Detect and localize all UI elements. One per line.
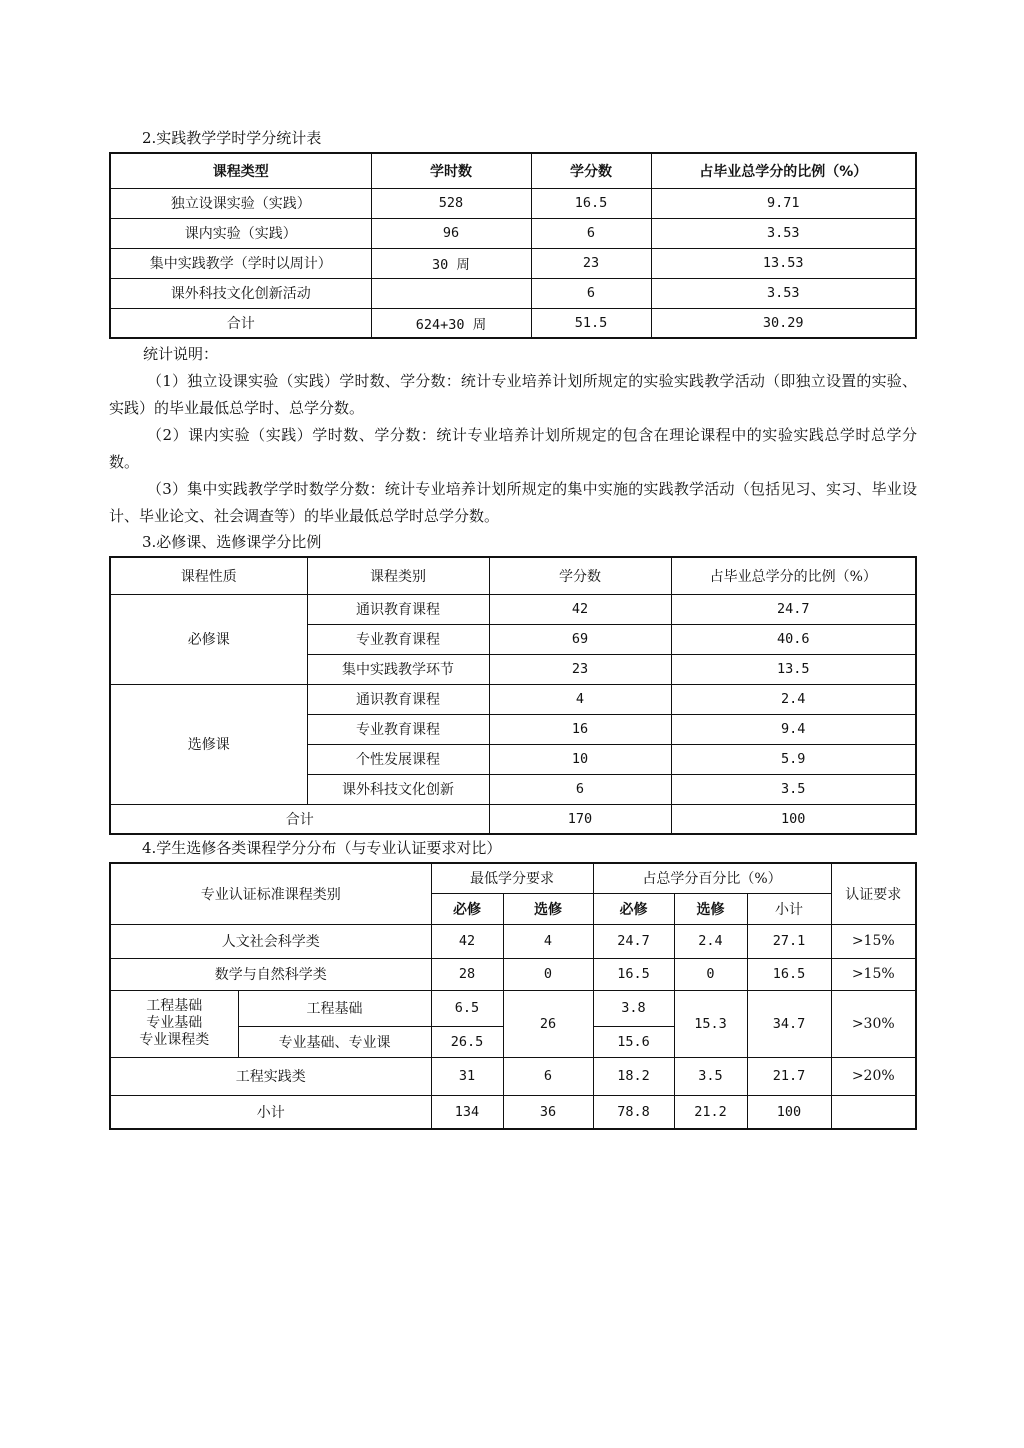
table-cell: 51.5 [531,308,651,338]
table-cell: 40.6 [671,624,916,654]
table-cell: 2.4 [671,684,916,714]
section2-heading: 2.实践教学学时学分统计表 [142,129,322,147]
table-cell [831,1095,916,1129]
practice-credit-table [109,152,917,339]
table-row [110,958,916,990]
section3-heading: 3.必修课、选修课学分比例 [142,533,322,551]
column-header: 课程类型 [110,153,371,188]
certification-comparison-table [109,862,917,1130]
table-cell: 15.3 [674,990,747,1057]
table-cell: 3.5 [674,1057,747,1095]
table-cell: 21.7 [747,1057,831,1095]
table-cell: 课内实验（实践） [110,218,371,248]
table-header-row [110,863,916,893]
notes-label: 统计说明： [143,345,219,363]
table-cell: 13.5 [671,654,916,684]
table-cell: 21.2 [674,1095,747,1129]
column-header: 最低学分要求 [431,863,593,893]
course-nature-cell: 选修课 [110,684,307,804]
table-cell: >20% [831,1057,916,1095]
table-cell: 31 [431,1057,503,1095]
table-cell: 集中实践教学（学时以周计） [110,248,371,278]
table-cell: 16.5 [747,958,831,990]
table-cell: 个性发展课程 [307,744,489,774]
table-row [110,278,916,308]
table-cell: 数学与自然科学类 [110,958,431,990]
column-header: 占总学分百分比（%） [593,863,831,893]
table-cell: 合计 [110,308,371,338]
engineering-group-cell [110,990,238,1057]
table-cell: 36 [503,1095,593,1129]
table-cell: 0 [503,958,593,990]
note-item: （2）课内实验（实践）学时数、学分数：统计专业培养计划所规定的包含在理论课程中的实验实践总学时总学分数。 [109,426,917,471]
table-cell: 42 [431,924,503,958]
table-cell: 30 周 [371,248,531,278]
table-cell: 工程基础 [238,990,431,1026]
table-cell: 6 [531,278,651,308]
table-cell: 528 [371,188,531,218]
table-cell: 69 [489,624,671,654]
table-cell: 小计 [110,1095,431,1129]
table-cell: 13.53 [651,248,916,278]
table-cell: 100 [747,1095,831,1129]
table-cell: 人文社会科学类 [110,924,431,958]
table-cell: 合计 [110,804,489,834]
table-cell: 9.4 [671,714,916,744]
table-cell: 3.8 [593,990,674,1026]
table-cell: 4 [489,684,671,714]
table-cell: 170 [489,804,671,834]
table-cell: 100 [671,804,916,834]
table-total-row [110,804,916,834]
column-header: 专业认证标准课程类别 [110,863,431,924]
table-header-row [110,557,916,594]
table-cell: 5.9 [671,744,916,774]
table-cell: 6.5 [431,990,503,1026]
table-cell: 28 [431,958,503,990]
course-nature-cell: 必修课 [110,594,307,684]
column-header: 必修 [431,893,503,924]
table-cell: 9.71 [651,188,916,218]
table-row [110,248,916,278]
column-header: 小计 [747,893,831,924]
table-row [110,188,916,218]
table-cell: 23 [531,248,651,278]
table-cell: 0 [674,958,747,990]
table-cell: 专业教育课程 [307,624,489,654]
table-row [110,1057,916,1095]
table-cell: 课外科技文化创新活动 [110,278,371,308]
table-total-row [110,1095,916,1129]
table-cell: 16.5 [593,958,674,990]
table-cell: 通识教育课程 [307,684,489,714]
table-cell: 工程实践类 [110,1057,431,1095]
table-cell: 4 [503,924,593,958]
table-cell [371,278,531,308]
table-cell: 15.6 [593,1026,674,1057]
column-header: 占毕业总学分的比例（%） [671,557,916,594]
group-label-line: 工程基础 [146,998,203,1014]
table-cell: 23 [489,654,671,684]
column-header: 学分数 [489,557,671,594]
group-label-line: 专业课程类 [139,1032,210,1048]
table-cell: 34.7 [747,990,831,1057]
table-cell: 16 [489,714,671,744]
table-cell: 独立设课实验（实践） [110,188,371,218]
table-header-row [110,153,916,188]
column-header: 必修 [593,893,674,924]
table-cell: 24.7 [593,924,674,958]
table-cell: 集中实践教学环节 [307,654,489,684]
table-cell: 通识教育课程 [307,594,489,624]
table-row [110,218,916,248]
table-cell: 2.4 [674,924,747,958]
column-header: 认证要求 [831,863,916,924]
column-header: 占毕业总学分的比例（%） [651,153,916,188]
table-cell: >15% [831,958,916,990]
table-cell: 10 [489,744,671,774]
table-cell: 24.7 [671,594,916,624]
note-item: （1）独立设课实验（实践）学时数、学分数：统计专业培养计划所规定的实验实践教学活动（即独立设置的实验、实践）的毕业最低总学时、总学分数。 [109,372,917,417]
table-cell: >30% [831,990,916,1057]
table-cell: 课外科技文化创新 [307,774,489,804]
table-cell: >15% [831,924,916,958]
note-item: （3）集中实践教学学时数学分数：统计专业培养计划所规定的集中实施的实践教学活动（包括见习、实习、毕业设计、毕业论文、社会调查等）的毕业最低总学时总学分数。 [109,480,917,525]
column-header: 课程类别 [307,557,489,594]
table-cell: 78.8 [593,1095,674,1129]
table-cell: 16.5 [531,188,651,218]
table-cell: 3.5 [671,774,916,804]
table-row [110,924,916,958]
table-row [110,990,916,1026]
table-cell: 624+30 周 [371,308,531,338]
table-cell: 6 [489,774,671,804]
table-cell: 96 [371,218,531,248]
table-cell: 26.5 [431,1026,503,1057]
column-header: 学时数 [371,153,531,188]
table-cell: 26 [503,990,593,1057]
table-cell: 134 [431,1095,503,1129]
required-elective-table [109,556,917,835]
column-header: 选修 [503,893,593,924]
group-label-line: 专业基础 [146,1015,203,1031]
column-header: 学分数 [531,153,651,188]
table-cell: 30.29 [651,308,916,338]
table-cell: 6 [503,1057,593,1095]
table-cell: 3.53 [651,218,916,248]
table-row [110,684,916,714]
table-cell: 18.2 [593,1057,674,1095]
column-header: 课程性质 [110,557,307,594]
table-cell: 专业基础、专业课 [238,1026,431,1057]
table-row [110,594,916,624]
table-cell: 3.53 [651,278,916,308]
statistics-notes [109,341,917,530]
table-cell: 42 [489,594,671,624]
section4-heading: 4.学生选修各类课程学分分布（与专业认证要求对比） [142,839,502,857]
table-cell: 27.1 [747,924,831,958]
table-cell: 6 [531,218,651,248]
column-header: 选修 [674,893,747,924]
table-cell: 专业教育课程 [307,714,489,744]
table-total-row [110,308,916,338]
